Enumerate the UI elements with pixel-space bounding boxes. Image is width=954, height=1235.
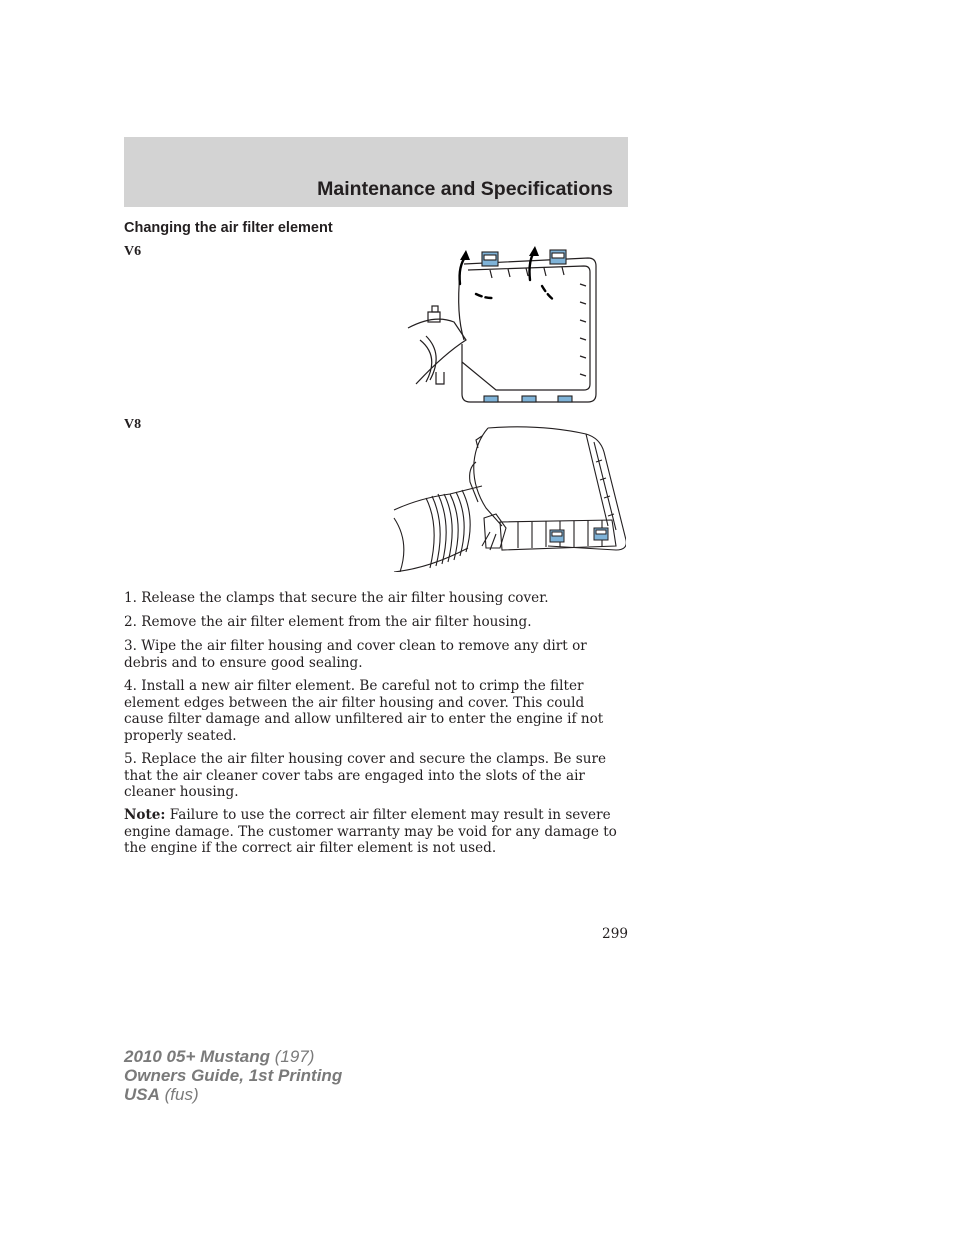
v8-label: V8 xyxy=(124,417,142,432)
note-label: Note: xyxy=(124,807,166,823)
step-4: 4. Install a new air filter element. Be careful not to crimp the filter element edges between the air filter housing and cover. This could cause filter damage and allow unfiltered air to enter the engine if not properly seated. xyxy=(124,678,604,744)
note-text: Failure to use the correct air filter element may result in severe engine damage. The customer warranty may be void for any damage to the engine if the correct air filter element is not used. xyxy=(124,807,617,856)
header-band xyxy=(124,137,628,207)
page-header-title: Maintenance and Specifications xyxy=(317,178,613,200)
v8-air-filter-housing-illustration xyxy=(390,422,626,572)
footer-market-code: (fus) xyxy=(159,1085,199,1104)
step-1: 1. Release the clamps that secure the air filter housing cover. xyxy=(124,590,549,606)
v6-air-filter-housing-illustration xyxy=(404,244,610,406)
page-number: 299 xyxy=(602,926,628,942)
footer-line-3 xyxy=(124,1085,342,1104)
footer-model-code: (197) xyxy=(270,1047,315,1066)
section-title: Changing the air filter element xyxy=(124,220,333,236)
footer-line-1 xyxy=(124,1047,342,1066)
note-paragraph xyxy=(124,807,628,857)
footer-line-2 xyxy=(124,1066,342,1085)
footer-market: USA xyxy=(124,1085,160,1104)
footer xyxy=(124,1047,342,1104)
footer-guide-title: Owners Guide, 1st Printing xyxy=(124,1066,343,1085)
v6-label: V6 xyxy=(124,244,142,259)
step-3: 3. Wipe the air filter housing and cover clean to remove any dirt or debris and to ensure good sealing. xyxy=(124,638,587,671)
step-5: 5. Replace the air filter housing cover and secure the clamps. Be sure that the air cleaner cover tabs are engaged into the slots of the air cleaner housing. xyxy=(124,751,607,800)
footer-model: 2010 05+ Mustang xyxy=(124,1047,270,1066)
step-2: 2. Remove the air filter element from the air filter housing. xyxy=(124,614,532,630)
